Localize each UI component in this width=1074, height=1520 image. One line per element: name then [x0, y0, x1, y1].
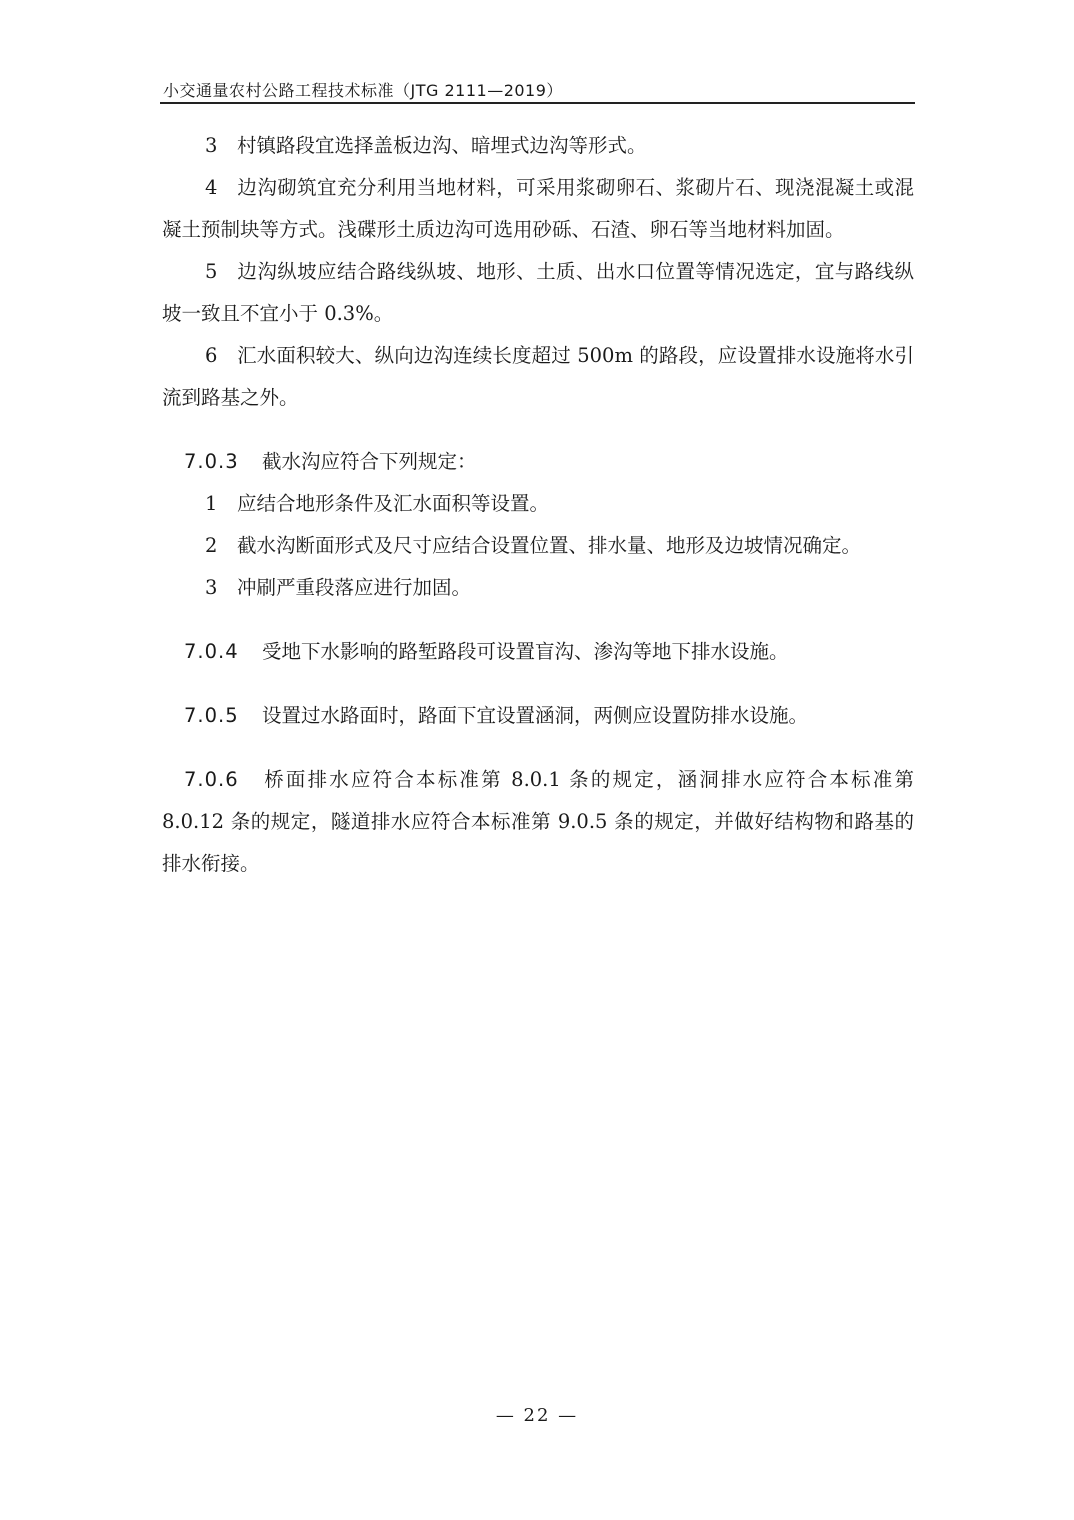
item-text: 边沟纵坡应结合路线纵坡、地形、土质、出水口位置等情况选定，宜与路线纵坡一致且不宜小于 0.3%。 [162, 260, 914, 325]
page-number: — 22 — [495, 1405, 579, 1426]
item-text: 截水沟断面形式及尺寸应结合设置位置、排水量、地形及边坡情况确定。 [237, 534, 862, 557]
item-number: 6 [205, 344, 218, 367]
item-number: 2 [205, 534, 218, 557]
list-item [162, 167, 914, 251]
list-item [162, 567, 914, 609]
page-header [160, 76, 915, 104]
clause-text: 桥面排水应符合本标准第 8.0.1 条的规定，涵洞排水应符合本标准第 8.0.12 条的规定，隧道排水应符合本标准第 9.0.5 条的规定，并做好结构物和路基的排水衔接。 [162, 768, 914, 875]
document-body [162, 125, 914, 885]
list-item [162, 251, 914, 335]
item-text: 边沟砌筑宜充分利用当地材料，可采用浆砌卵石、浆砌片石、现浇混凝土或混凝土预制块等方式。浅碟形土质边沟可选用砂砾、石渣、卵石等当地材料加固。 [162, 176, 914, 241]
clause-number: 7.0.6 [184, 768, 239, 791]
clause-number: 7.0.5 [184, 704, 239, 727]
header-title: 小交通量农村公路工程技术标准（JTG 2111—2019） [163, 81, 563, 100]
list-item [162, 335, 914, 419]
list-item [162, 483, 914, 525]
clause-7-0-4 [162, 631, 914, 673]
list-item [162, 125, 914, 167]
clause-number: 7.0.4 [184, 640, 239, 663]
list-item [162, 525, 914, 567]
clause-7-0-5 [162, 695, 914, 737]
item-text: 冲刷严重段落应进行加固。 [237, 576, 472, 599]
clause-text: 截水沟应符合下列规定： [262, 450, 477, 473]
item-number: 3 [205, 134, 218, 157]
clause-text: 设置过水路面时，路面下宜设置涵洞，两侧应设置防排水设施。 [262, 704, 809, 727]
item-number: 4 [205, 176, 218, 199]
clause-text: 受地下水影响的路堑路段可设置盲沟、渗沟等地下排水设施。 [262, 640, 789, 663]
item-number: 1 [205, 492, 218, 515]
item-text: 应结合地形条件及汇水面积等设置。 [237, 492, 550, 515]
item-text: 汇水面积较大、纵向边沟连续长度超过 500m 的路段，应设置排水设施将水引流到路基之外。 [162, 344, 914, 409]
clause-7-0-3 [162, 441, 914, 483]
item-text: 村镇路段宜选择盖板边沟、暗埋式边沟等形式。 [237, 134, 647, 157]
item-number: 3 [205, 576, 218, 599]
clause-number: 7.0.3 [184, 450, 239, 473]
item-number: 5 [205, 260, 218, 283]
clause-7-0-6 [162, 759, 914, 885]
